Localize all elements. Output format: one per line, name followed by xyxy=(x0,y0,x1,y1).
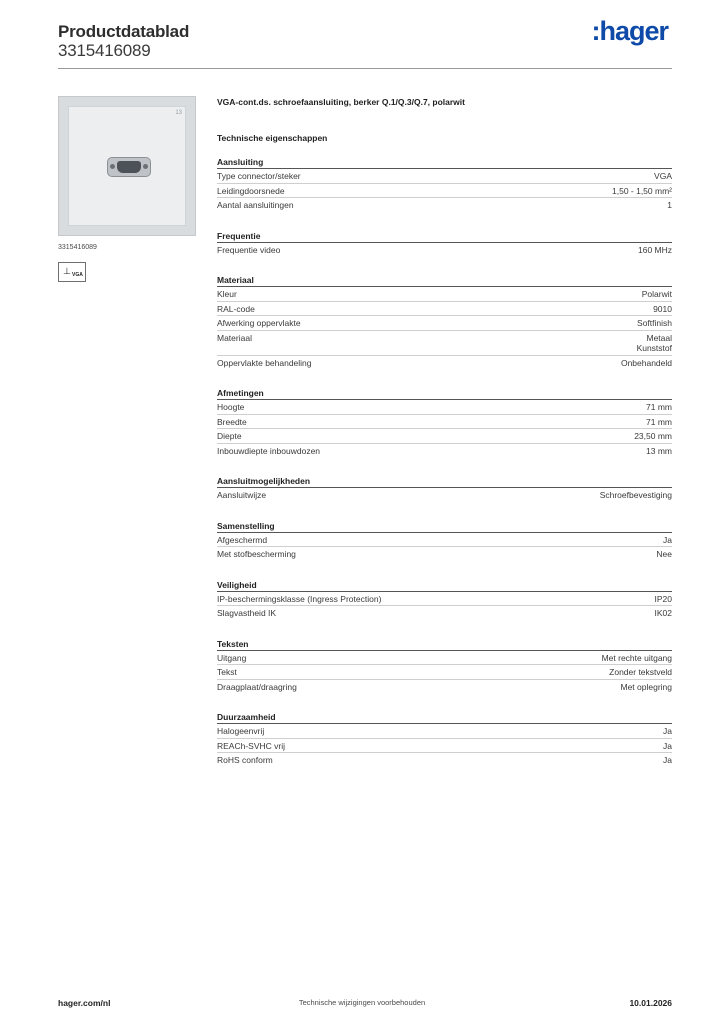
screw-icon xyxy=(143,164,148,169)
screw-icon xyxy=(110,164,115,169)
spec-row xyxy=(217,724,672,739)
spec-row xyxy=(217,606,672,621)
spec-value: 160 MHz xyxy=(637,244,672,255)
spec-row xyxy=(217,753,672,768)
spec-value: Softfinish xyxy=(637,318,672,328)
specifications xyxy=(217,96,672,768)
spec-row xyxy=(217,356,672,371)
vga-port xyxy=(117,161,141,173)
spec-row xyxy=(217,651,672,666)
spec-label: Slagvastheid IK xyxy=(217,608,277,618)
spec-label: Inbouwdiepte inbouwdozen xyxy=(217,445,321,456)
spec-label: RAL-code xyxy=(217,303,255,314)
spec-row xyxy=(217,592,672,607)
spec-row xyxy=(217,533,672,548)
spec-value: Polarwit xyxy=(641,289,672,299)
section-heading: Technische eigenschappen xyxy=(217,133,328,143)
spec-row xyxy=(217,488,672,503)
article-number: 3315416089 xyxy=(58,244,97,251)
spec-label: Kleur xyxy=(217,289,237,299)
spec-value: Ja xyxy=(663,755,672,765)
spec-row xyxy=(217,169,672,184)
spec-label: REACh-SVHC vrij xyxy=(217,740,286,751)
spec-label: Met stofbescherming xyxy=(217,549,296,559)
spec-value: 71 mm xyxy=(646,416,672,427)
footer-disclaimer: Technische wijzigingen voorbehouden xyxy=(298,998,426,1007)
group-title: Frequentie xyxy=(217,230,672,243)
spec-value: IP20 xyxy=(654,593,672,604)
spec-row xyxy=(217,302,672,317)
plate-mark: 13 xyxy=(175,110,182,116)
spec-label: Aantal aansluitingen xyxy=(217,200,294,210)
spec-group xyxy=(217,274,672,370)
vga-connector-icon xyxy=(107,157,151,177)
spec-label: Type connector/steker xyxy=(217,171,301,181)
spec-label: Leidingdoorsnede xyxy=(217,185,285,196)
spec-group xyxy=(217,520,672,562)
spec-value: Met oplegring xyxy=(620,681,672,692)
spec-label: Breedte xyxy=(217,416,247,427)
spec-value: Metaal Kunststof xyxy=(636,332,672,353)
page-header xyxy=(58,16,672,69)
spec-value: Ja xyxy=(663,534,672,545)
spec-group xyxy=(217,638,672,695)
spec-row xyxy=(217,429,672,444)
group-title: Veiligheid xyxy=(217,579,672,592)
spec-group xyxy=(217,230,672,258)
group-title: Aansluitmogelijkheden xyxy=(217,475,672,488)
spec-value: Ja xyxy=(663,740,672,751)
vga-symbol-icon xyxy=(58,262,86,282)
spec-value: IK02 xyxy=(654,608,672,618)
spec-row xyxy=(217,547,672,562)
spec-label: Uitgang xyxy=(217,652,247,663)
spec-row xyxy=(217,198,672,213)
group-title: Afmetingen xyxy=(217,387,672,400)
document-number: 3315416089 xyxy=(58,41,151,60)
cover-plate xyxy=(68,106,186,226)
spec-row xyxy=(217,665,672,680)
spec-row xyxy=(217,444,672,459)
hager-logo: :hager xyxy=(591,16,668,46)
spec-value: 1 xyxy=(667,200,672,210)
spec-label: Afwerking oppervlakte xyxy=(217,318,301,328)
spec-group xyxy=(217,579,672,621)
spec-row xyxy=(217,739,672,754)
group-title: Teksten xyxy=(217,638,672,651)
spec-value: 1,50 - 1,50 mm² xyxy=(612,185,672,196)
product-title: VGA-cont.ds. schroefaansluiting, berker Q.1/Q.3/Q.7, polarwit xyxy=(217,97,465,107)
spec-value: 71 mm xyxy=(646,402,672,412)
spec-row xyxy=(217,316,672,331)
spec-value: 9010 xyxy=(653,303,672,314)
group-title: Samenstelling xyxy=(217,520,672,533)
group-title: Aansluiting xyxy=(217,156,672,169)
spec-row xyxy=(217,415,672,430)
spec-label: Aansluitwijze xyxy=(217,490,267,500)
footer-date: 10.01.2026 xyxy=(629,998,672,1008)
spec-label: Afgeschermd xyxy=(217,534,268,545)
spec-value: Nee xyxy=(656,549,672,559)
spec-label: Halogeenvrij xyxy=(217,726,265,736)
symbol-label: VGA xyxy=(72,272,83,278)
spec-label: Draagplaat/draagring xyxy=(217,681,297,692)
spec-label: Oppervlakte behandeling xyxy=(217,357,312,368)
spec-value: Ja xyxy=(663,726,672,736)
spec-row xyxy=(217,400,672,415)
document-title: Productdatablad xyxy=(58,22,190,41)
spec-label: RoHS conform xyxy=(217,755,273,765)
group-title: Duurzaamheid xyxy=(217,711,672,724)
spec-label: Materiaal xyxy=(217,332,252,343)
product-image xyxy=(58,96,196,236)
spec-value: Onbehandeld xyxy=(620,357,672,368)
spec-row xyxy=(217,680,672,695)
group-title: Materiaal xyxy=(217,274,672,287)
spec-row xyxy=(217,287,672,302)
spec-row xyxy=(217,184,672,199)
spec-group xyxy=(217,475,672,503)
spec-group xyxy=(217,387,672,458)
spec-group xyxy=(217,711,672,768)
spec-label: Tekst xyxy=(217,667,237,677)
spec-row xyxy=(217,243,672,258)
spec-row xyxy=(217,331,672,356)
spec-value: Zonder tekstveld xyxy=(609,667,672,677)
spec-value: Schroefbevestiging xyxy=(599,490,672,500)
spec-value: Met rechte uitgang xyxy=(601,652,672,663)
spec-value: VGA xyxy=(654,171,672,181)
antenna-symbol-icon: ⊥ xyxy=(63,266,71,276)
footer-website: hager.com/nl xyxy=(58,998,111,1008)
spec-label: IP-beschermingsklasse (Ingress Protection) xyxy=(217,593,382,604)
spec-label: Hoogte xyxy=(217,402,245,412)
spec-value: 23,50 mm xyxy=(634,431,672,441)
spec-label: Diepte xyxy=(217,431,242,441)
spec-value: 13 mm xyxy=(646,445,672,456)
spec-groups xyxy=(217,156,672,768)
spec-label: Frequentie video xyxy=(217,244,281,255)
spec-group xyxy=(217,156,672,213)
